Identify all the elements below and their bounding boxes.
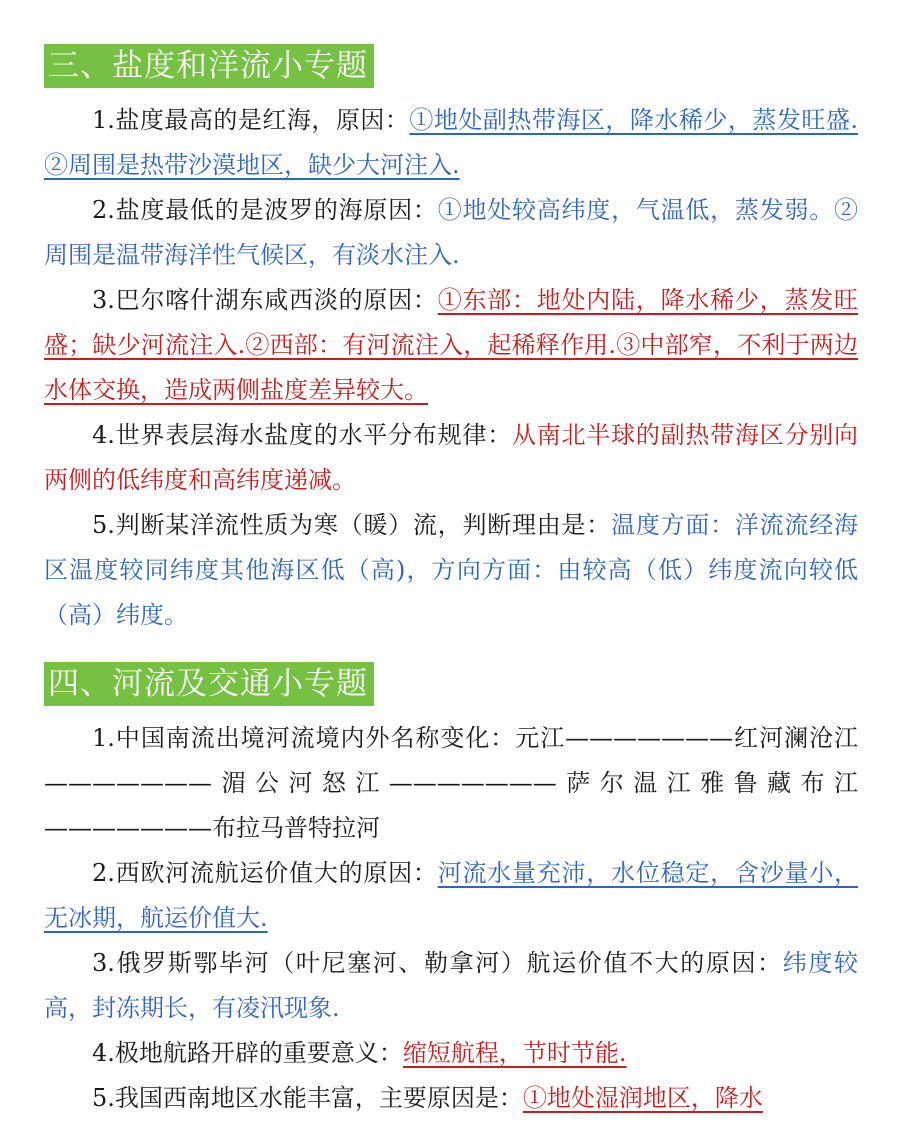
paragraph-item <box>44 1031 858 1076</box>
question-text: 3.俄罗斯鄂毕河（叶尼塞河、勒拿河）航运价值不大的原因： <box>92 949 783 977</box>
paragraph-item <box>44 1076 858 1121</box>
question-text: 5.我国西南地区水能丰富，主要原因是： <box>92 1084 523 1112</box>
question-text: 2.盐度最低的是波罗的海原因： <box>92 196 438 224</box>
answer-text: ①地处较高纬度，气温低，蒸发弱。②周围是温带海洋性气候区，有淡水注入. <box>44 196 859 269</box>
answer-text: 温度方面：洋流流经海区温度较同纬度其他海区低（高)，方向方面：由较高（低）纬度流向较低（高）纬度。 <box>44 511 858 629</box>
question-text: 4.极地航路开辟的重要意义： <box>92 1039 403 1067</box>
question-text: 1.盐度最高的是红海，原因： <box>92 106 410 134</box>
paragraph-item <box>44 98 858 188</box>
question-text: 2.西欧河流航运价值大的原因： <box>92 859 438 887</box>
paragraph-item <box>44 278 858 413</box>
answer-text: 纬度较高，封冻期长，有凌汛现象. <box>44 949 858 1022</box>
paragraph-item <box>44 413 858 503</box>
answer-text: 缩短航程，节时节能. <box>402 1039 627 1067</box>
question-text: 4.世界表层海水盐度的水平分布规律： <box>92 421 512 449</box>
answer-text: ①东部：地处内陆，降水稀少，蒸发旺盛；缺少河流注入.②西部：有河流注入，起稀释作用.③中部窄，不利于两边水体交换，造成两侧盐度差异较大。 <box>44 286 859 404</box>
paragraph-item <box>44 188 858 278</box>
section-heading: 三、盐度和洋流小专题 <box>44 44 374 88</box>
paragraph-item <box>44 941 858 1031</box>
section-heading: 四、河流及交通小专题 <box>44 662 374 706</box>
answer-text: 从南北半球的副热带海区分别向两侧的低纬度和高纬度递减。 <box>44 421 858 494</box>
answer-text: 河流水量充沛，水位稳定，含沙量小，无冰期，航运价值大. <box>44 859 859 932</box>
question-text: 5.判断某洋流性质为寒（暖）流，判断理由是： <box>92 511 612 539</box>
answer-text: ①地处副热带海区，降水稀少，蒸发旺盛.②周围是热带沙漠地区，缺少大河注入. <box>44 106 858 179</box>
question-text: 1.中国南流出境河流境内外名称变化：元江———————红河澜沧江———————湄公河怒江———————萨尔温江雅鲁藏布江———————布拉马普特拉河 <box>44 724 858 842</box>
paragraph-item <box>44 851 858 941</box>
paragraph-item <box>44 716 858 851</box>
section-rivers-transport <box>44 662 858 1121</box>
section-salinity-currents <box>44 44 858 638</box>
paragraph-item <box>44 503 858 638</box>
answer-text: ①地处湿润地区，降水 <box>522 1084 763 1112</box>
question-text: 3.巴尔喀什湖东咸西淡的原因： <box>92 286 438 314</box>
